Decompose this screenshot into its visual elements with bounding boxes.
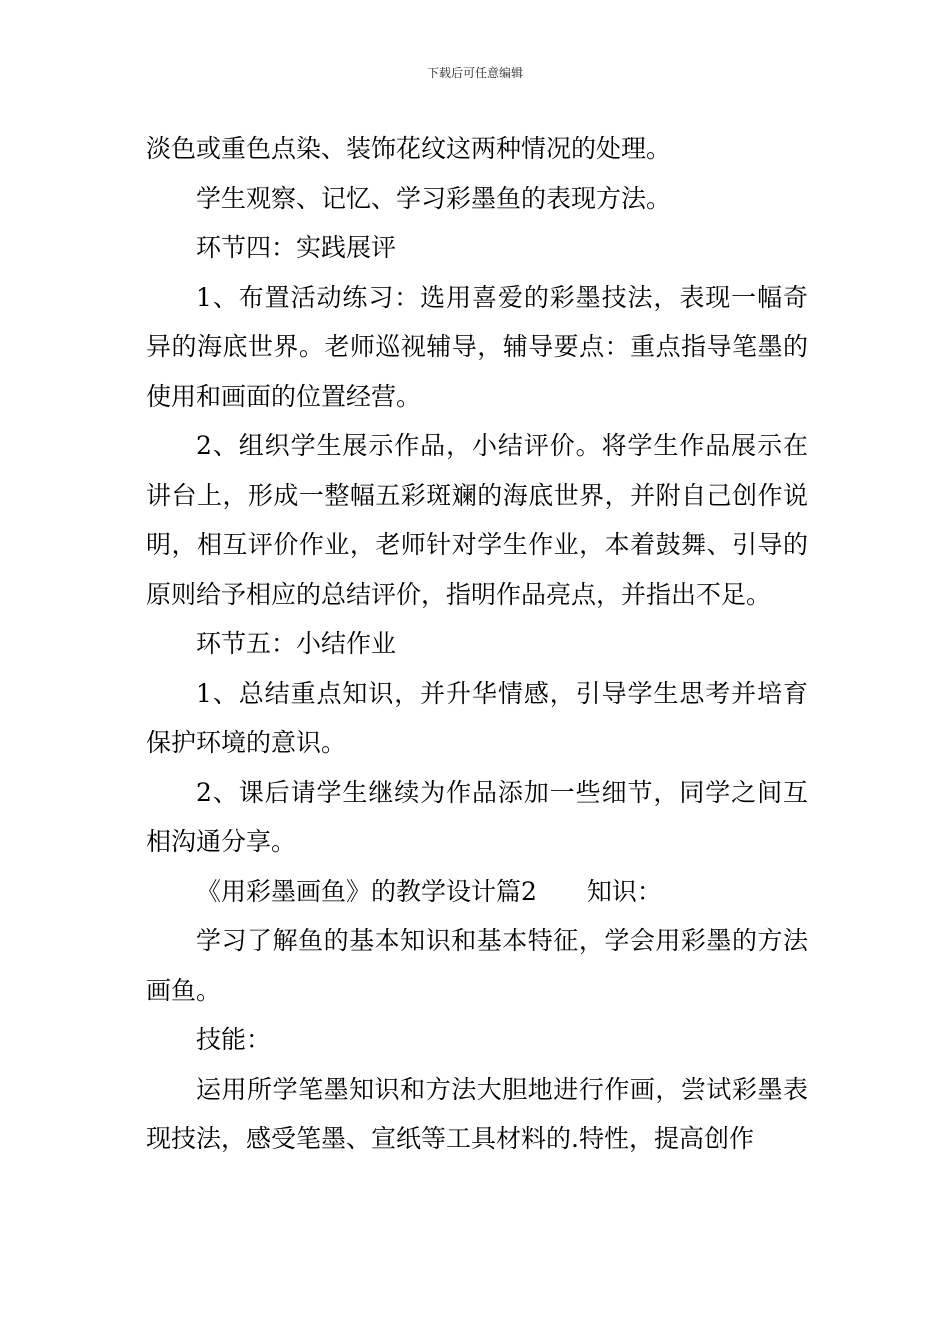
skills-heading: 技能： bbox=[196, 1025, 272, 1054]
section-heading-5: 环节五：小结作业 bbox=[196, 629, 397, 658]
section-heading-4: 环节四：实践展评 bbox=[196, 233, 397, 262]
document-body bbox=[146, 124, 808, 1164]
page-header: 下载后可任意编辑 bbox=[426, 66, 523, 80]
paragraph-practice-1: 1、布置活动练习：选用喜爱的彩墨技法，表现一幅奇异的海底世界。老师巡视辅导，辅导要点：重点指导笔墨的使用和画面的位置经营。 bbox=[146, 282, 808, 411]
paragraph-knowledge: 学习了解鱼的基本知识和基本特征，学会用彩墨的方法画鱼。 bbox=[146, 926, 808, 1005]
paragraph-skills: 运用所学笔墨知识和方法大胆地进行作画，尝试彩墨表现技法，感受笔墨、宣纸等工具材料的.特性，提高创作 bbox=[146, 1074, 808, 1153]
paragraph-observe: 学生观察、记忆、学习彩墨鱼的表现方法。 bbox=[196, 183, 672, 213]
paragraph-summary-2: 2、课后请学生继续为作品添加一些细节，同学之间互相沟通分享。 bbox=[146, 777, 808, 856]
paragraph-practice-2: 2、组织学生展示作品，小结评价。将学生作品展示在讲台上，形成一整幅五彩斑斓的海底世界，并附自己创作说明，相互评价作业，老师针对学生作业，本着鼓舞、引导的原则给予相应的总结评价，指明作品亮点，并指出不足。 bbox=[146, 431, 808, 609]
paragraph-summary-1: 1、总结重点知识，并升华情感，引导学生思考并培育保护环境的意识。 bbox=[146, 678, 808, 757]
paragraph-continuation: 淡色或重色点染、装饰花纹这两种情况的处理。 bbox=[146, 134, 672, 163]
article-title-line: 《用彩墨画鱼》的教学设计篇2 知识： bbox=[196, 876, 662, 906]
